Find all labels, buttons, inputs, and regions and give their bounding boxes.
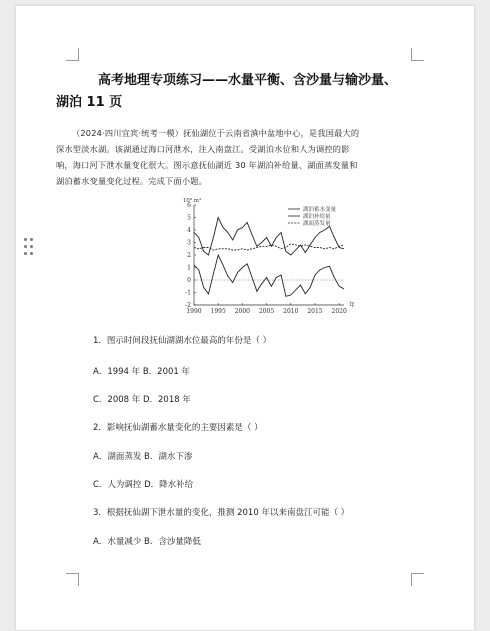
- crop-mark-top-right: [411, 48, 424, 61]
- question-2-options-cd: C．人为调控 D．降水补给: [93, 480, 194, 490]
- question-2-stem: 2．影响抚仙湖蓄水量变化的主要因素是（ ）: [93, 423, 263, 433]
- crop-mark-bottom-left: [66, 573, 79, 586]
- y-tick-label: 3: [187, 239, 191, 247]
- intro-paragraph: [56, 125, 424, 189]
- x-tick-label: 2005: [258, 308, 275, 315]
- x-tick-label: 2015: [307, 308, 323, 315]
- intro-line: 响，海口河下泄水量变化很大。图示意抚仙湖近 30 年湖泊补给量、湖面蒸发量和: [56, 160, 358, 170]
- drag-handle-icon[interactable]: [24, 238, 36, 258]
- intro-line: 湖泊蓄水变量变化过程。完成下面小题。: [56, 176, 207, 186]
- crop-mark-bottom-right: [411, 573, 424, 586]
- crop-mark-top-left: [66, 48, 79, 61]
- question-1-stem: 1．图示时间段抚仙湖湖水位最高的年份是（ ）: [93, 336, 272, 346]
- question-1-options-ab: A．1994 年 B．2001 年: [93, 367, 191, 377]
- y-axis-label: 10⁸ m³: [182, 198, 202, 204]
- legend-label-2: 湖泊补给量: [303, 214, 331, 220]
- x-tick-label: 1995: [210, 308, 226, 315]
- series-line-3: [194, 244, 344, 250]
- x-axis-label: 年: [348, 302, 356, 309]
- y-tick-label: -2: [185, 302, 191, 309]
- legend-label-1: 湖泊蓄水变量: [303, 207, 337, 213]
- y-tick-label: 5: [187, 214, 191, 222]
- legend-label-3: 湖面蒸发量: [303, 221, 331, 227]
- x-tick-label: 1990: [186, 308, 202, 315]
- intro-line: （2024·四川宜宾·统考一模）抚仙湖位于云南省滇中盆地中心，是我国最大的: [72, 128, 360, 138]
- question-3-stem: 3．根据抚仙湖下泄水量的变化，推测 2010 年以来南盘江可能（ ）: [93, 508, 350, 518]
- intro-line: 深水型淡水湖。该湖通过海口河泄水，注入南盘江。受湖泊水位和人为调控的影: [56, 144, 350, 154]
- document-page: [16, 6, 474, 630]
- y-tick-label: 4: [187, 227, 191, 234]
- y-tick-label: 0: [187, 277, 191, 284]
- question-2-options-ab: A．湖面蒸发 B．湖水下渗: [93, 452, 193, 462]
- question-1-options-cd: C．2008 年 D．2018 年: [93, 395, 191, 405]
- question-3-options-ab: A．水量减少 B．含沙量降低: [93, 537, 201, 547]
- y-tick-label: -1: [185, 289, 191, 297]
- lake-water-chart: [166, 193, 366, 315]
- page-title: [56, 70, 436, 114]
- title-line-2: 湖泊 11 页: [56, 95, 123, 110]
- x-tick-label: 2010: [283, 308, 299, 315]
- title-line-1: 高考地理专项练习——水量平衡、含沙量与输沙量、: [98, 73, 398, 88]
- y-tick-label: 6: [187, 202, 191, 209]
- x-tick-label: 2020: [331, 308, 347, 315]
- x-tick-label: 2000: [234, 308, 251, 315]
- y-tick-label: 2: [187, 252, 191, 259]
- series-line-1: [194, 255, 344, 296]
- y-tick-label: 1: [187, 264, 191, 272]
